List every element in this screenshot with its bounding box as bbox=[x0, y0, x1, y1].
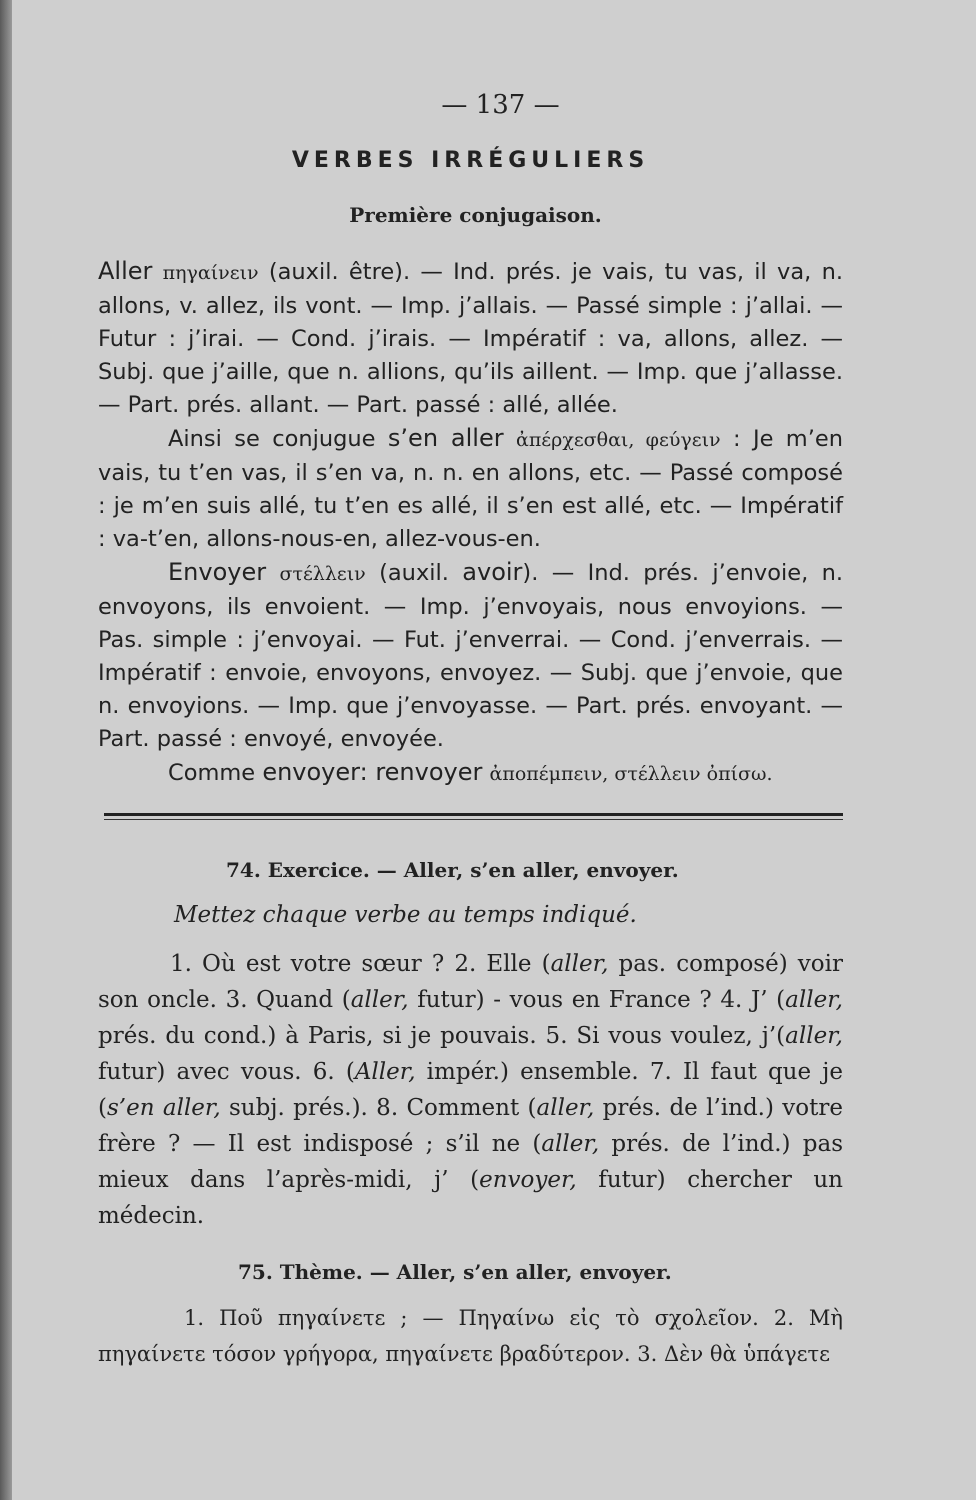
divider-thick bbox=[104, 813, 843, 816]
conjugation-sen-aller: : Je m’en vais, tu t’en vas, il s’en va, n. n. en allons, etc. — Passé composé : je m’en suis allé, tu t’en es allé, il s’en est allé, etc. — Impératif : va-t’en, allons-nous-en, allez-vous-en. bbox=[98, 426, 843, 552]
comme-prefix: Comme bbox=[168, 760, 263, 786]
paragraph-sen-aller bbox=[98, 422, 843, 556]
exercise-verb: aller, bbox=[785, 1023, 843, 1049]
conjugation-aller: (auxil. être). — Ind. prés. je vais, tu vas, il va, n. allons, v. allez, ils vont. — Imp. j’allais. — Passé simple : j’allai. — Futur : j’irai. — Cond. j’irais. — Impératif : va, allons, allez. — Subj. que j’aille, que n. allions, qu’ils aillent. — Imp. que j’allasse. — Part. prés. allant. — Part. passé : allé, allée. bbox=[98, 259, 843, 418]
verb-envoyer: Envoyer bbox=[168, 558, 267, 586]
verb-sen-aller: s’en aller bbox=[387, 424, 504, 452]
exercise-text: futur) - vous en France ? 4. J’ ( bbox=[408, 987, 786, 1013]
exercise-text: pas. composé) voir son oncle. 3. Quand ( bbox=[98, 951, 843, 1013]
exercise-body bbox=[98, 946, 843, 1234]
page bbox=[12, 0, 976, 1500]
paragraph-comme-envoyer bbox=[98, 756, 843, 791]
theme-body: 1. Ποῦ πηγαίνετε ; — Πηγαίνω εἰς τὸ σχολεῖον. 2. Μὴ πηγαίνετε τόσον γρήγορα, πηγαίνετε βραδύτερον. 3. Δὲν θὰ ὑπάγετε bbox=[98, 1306, 843, 1366]
exercise-text: 1. Où est votre sœur ? 2. Elle ( bbox=[170, 951, 551, 977]
exercise-text: subj. prés.). 8. Comment ( bbox=[220, 1095, 537, 1121]
exercise-text: futur) chercher un médecin. bbox=[98, 1167, 843, 1229]
section-subtitle: Première conjugaison. bbox=[349, 203, 602, 227]
conjugation-envoyer: ). — Ind. prés. j’envoie, n. envoyons, ils envoient. — Imp. j’envoyais, nous envoyions. — Pas. simple : j’envoyai. — Fut. j’enverrai. — Cond. j’enverrais. — Impératif : envoie, envoyons, envoyez. — Subj. que j’envoie, que n. envoyions. — Imp. que j’envoyasse. — Part. prés. envoyant. — Part. passé : envoyé, envoyée. bbox=[98, 560, 843, 752]
greek-renvoyer: ἀποπέμπειν, στέλλειν ὀπίσω. bbox=[489, 763, 773, 785]
exercise-verb: envoyer, bbox=[479, 1167, 577, 1193]
exercise-text: futur) avec vous. 6. ( bbox=[98, 1059, 355, 1085]
envoyer-auxil-word: avoir bbox=[462, 558, 523, 586]
exercise-verb: aller, bbox=[785, 987, 843, 1013]
paragraph-aller bbox=[98, 255, 843, 422]
exercise-verb: s’en aller, bbox=[106, 1095, 221, 1121]
theme-title: 75. Thème. — Aller, s’en aller, envoyer. bbox=[238, 1260, 672, 1284]
page-number: — 137 — bbox=[441, 90, 560, 120]
exercise-verb: aller, bbox=[541, 1131, 600, 1157]
envoyer-auxil-pre: (auxil. bbox=[365, 560, 463, 586]
page-content bbox=[98, 90, 843, 1372]
chapter-title: VERBES IRRÉGULIERS bbox=[291, 148, 650, 173]
paragraph-envoyer bbox=[98, 556, 843, 756]
exercise-instruction: Mettez chaque verbe au temps indiqué. bbox=[174, 902, 637, 928]
greek-aller: πηγαίνειν bbox=[162, 262, 259, 284]
comme-colon: : bbox=[359, 758, 376, 786]
exercise-verb: aller, bbox=[550, 951, 609, 977]
exercise-text: impér.) ensemble. 7. Il faut que je ( bbox=[98, 1059, 843, 1121]
verb-renvoyer: renvoyer bbox=[375, 758, 483, 786]
divider-thin bbox=[104, 819, 843, 820]
sen-aller-prefix: Ainsi se conjugue bbox=[168, 426, 388, 452]
exercise-verb: aller, bbox=[536, 1095, 595, 1121]
exercise-text: prés. de l’ind.) votre frère ? — Il est indisposé ; s’il ne ( bbox=[98, 1095, 843, 1157]
book-spine bbox=[0, 0, 12, 1500]
exercise-verb: Aller, bbox=[354, 1059, 416, 1085]
greek-envoyer: στέλλειν bbox=[279, 563, 366, 585]
exercise-title: 74. Exercice. — Aller, s’en aller, envoyer. bbox=[226, 858, 679, 882]
exercise-text: prés. du cond.) à Paris, si je pouvais. 5. Si vous voulez, j’( bbox=[98, 1023, 786, 1049]
greek-sen-aller: ἀπέρχεσθαι, φεύγειν bbox=[515, 429, 721, 451]
verb-envoyer-ref: envoyer bbox=[262, 758, 360, 786]
exercise-text: prés. de l’ind.) pas mieux dans l’après-midi, j’ ( bbox=[98, 1131, 843, 1193]
verb-aller: Aller bbox=[98, 257, 153, 285]
exercise-verb: aller, bbox=[350, 987, 409, 1013]
